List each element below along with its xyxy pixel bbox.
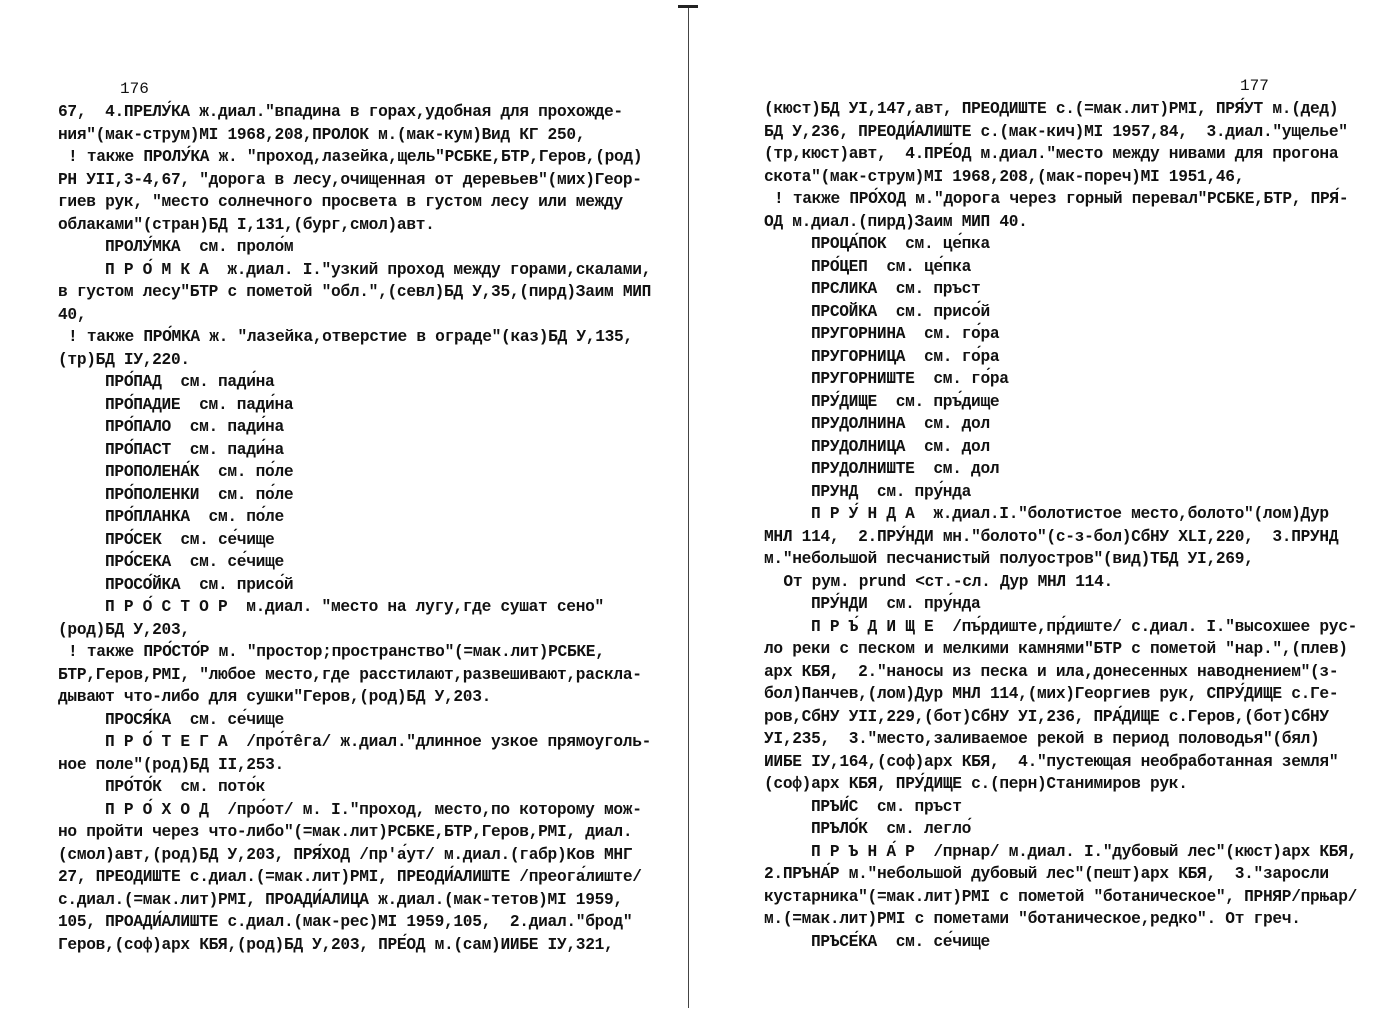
note-line: ! также ПРО́МКА ж. "лазейка,отверстие в ограде"(каз)БД У,135, (68, 328, 633, 346)
text-line: РН УII,3-4,67, "дорога в лесу,очищенная от деревьев"(мих)Геор- (58, 170, 642, 189)
page-number: 177 (1240, 77, 1269, 95)
text-line: БД У,236, ПРЕОДИ́АЛИШТЕ с.(мак-кич)МI 1957,84, 3.диал."ущелье" (764, 122, 1348, 141)
dictionary-entry-line: ПРЪИ́С см. пръст (811, 797, 962, 816)
dictionary-entry-line: ПРУ́НДИ см. пру́нда (811, 595, 981, 613)
dictionary-entry-line: П Р О́ С Т О Р м.диал. "место на лугу,где сушат сено" (105, 598, 604, 616)
dictionary-entry-line: ПРО́ЦЕП см. це́пка (811, 257, 972, 276)
text-line: Геров,(соф)арх КБЯ,(род)БД У,203, ПРЕ́ОД м.(сам)ИИБЕ IУ,321, (58, 935, 614, 954)
dictionary-entry-line: ПРУДОЛНИШТЕ см. дол (811, 460, 1000, 478)
text-line: м.(=мак.лит)РМI с пометами "ботаническое,редко". От греч. (764, 910, 1301, 928)
text-line: ло реки с песком и мелкими камнями"БТР с пометой "нар.",(плев) (764, 640, 1348, 658)
dictionary-entry-line: ПРЪЛО́К см. легло́ (811, 820, 972, 838)
note-line: ! также ПРО́СТО́Р м. "простор;пространство"(=мак.лит)РСБКЕ, (68, 643, 605, 661)
dictionary-entry-line: ПРУГОРНИЦА см. го́ра (811, 347, 1000, 366)
text-line: ров,СбНУ УII,229,(бот)СбНУ УI,236, ПРА́ДИЩЕ с.Геров,(бот)СбНУ (764, 707, 1329, 726)
dictionary-entry-line: ПРЪСЕ́КА см. се́чище (811, 932, 990, 951)
text-line: УI,235, 3."место,заливаемое рекой в период половодья"(бял) (764, 730, 1320, 748)
text-line: 2.ПРЪНА́Р м."небольшой дубовый лес"(пешт)арх КБЯ, 3."заросли (764, 865, 1329, 883)
text-line: ное поле"(род)БД II,253. (58, 755, 284, 774)
dictionary-entry-line: ПРУДОЛНИЦА см. дол (811, 437, 990, 456)
text-line: (род)БД У,203, (58, 620, 190, 639)
dictionary-entry-line: ПРУГОРНИНА см. го́ра (811, 325, 1000, 343)
text-line: кустарника"(=мак.лит)РМI с пометой "ботаническое", ПРНЯР/прњар/ (764, 887, 1358, 906)
text-line: (тр,кюст)авт, 4.ПРЕ́ОД м.диал."место между нивами для прогона (764, 145, 1339, 163)
dictionary-entry-line: ПРСЛИКА см. пръст (811, 280, 981, 298)
dictionary-entry-line: ПРОЛУ́МКА см. проло́м (105, 238, 294, 256)
dictionary-entry-line: ПРО́ПОЛЕНКИ см. по́ле (105, 485, 294, 504)
dictionary-entry-line: ПРО́СЕКА см. се́чище (105, 553, 284, 571)
dictionary-entry-line: П Р О́ Х О Д /про́от/ м. I."проход, место,по которому мож- (105, 800, 642, 819)
dictionary-entry-line: ПРО́ТО́К см. пото́к (105, 778, 266, 796)
note-line: От рум. prund <ст.-сл. Дур МНЛ 114. (774, 572, 1113, 591)
dictionary-entry-line: ПРУДОЛНИНА см. дол (811, 415, 990, 433)
text-line: скота"(мак-струм)МI 1968,208,(мак-пореч)МI 1951,46, (764, 167, 1245, 186)
text-line: 67, 4.ПРЕЛУ́КА ж.диал."впадина в горах,удобная для прохожде- (58, 103, 623, 121)
book-spine (688, 8, 689, 1008)
text-line: ИИБЕ IУ,164,(соф)арх КБЯ, 4."пустеющая необработанная земля" (764, 752, 1339, 771)
dictionary-entry-line: ПРОСЯ́КА см. се́чище (105, 710, 284, 729)
dictionary-entry-line: ПРУНД см. пру́нда (811, 482, 972, 501)
text-line: (смол)авт,(род)БД У,203, ПРЯ́ХОД /пр'а́ут/ м.диал.(габр)Ков МНГ (58, 845, 633, 864)
dictionary-entry-line: ПРО́ПАЛО см. пади́на (105, 418, 284, 436)
text-line: в густом лесу"БТР с пометой "обл.",(севл)БД У,35,(пирд)Заим МИП (58, 283, 652, 301)
text-line: ния"(мак-струм)МI 1968,208,ПРОЛОК м.(мак-кум)Вид КГ 250, (58, 125, 586, 144)
dictionary-entry-line: ПРО́ПЛАНКА см. по́ле (105, 508, 284, 526)
page-number: 176 (120, 80, 149, 98)
text-line: гиев рук, "место солнечного просвета в густом лесу или между (58, 193, 623, 211)
dictionary-entry-line: ПРО́ПАД см. пади́на (105, 373, 275, 391)
text-line: бол)Панчев,(лом)Дур МНЛ 114,(мих)Георгиев рук, СПРУ́ДИЩЕ с.Ге- (764, 685, 1339, 703)
dictionary-entry-line: ПРО́ПАДИЕ см. пади́на (105, 395, 294, 414)
text-line: БТР,Геров,РМI, "любое место,где расстилают,развешивают,раскла- (58, 665, 642, 684)
text-line: (тр)БД IУ,220. (58, 350, 190, 369)
text-line: МНЛ 114, 2.ПРУ́НДИ мн."болото"(с-з-бол)СбНУ XLI,220, 3.ПРУНД (764, 527, 1339, 546)
page-text (58, 101, 658, 956)
dictionary-entry-line: ПРОПОЛЕНА́К см. по́ле (105, 463, 294, 481)
dictionary-entry-line: ПРО́СЕК см. се́чище (105, 530, 275, 549)
text-line: облаками"(стран)БД I,131,(бург,смол)авт. (58, 215, 435, 234)
note-line: ! также ПРО́ХОД м."дорога через горный перевал"РСБКЕ,БТР, ПРЯ́- (774, 190, 1349, 208)
page-text (764, 98, 1364, 953)
dictionary-entry-line: ПРУ́ДИЩЕ см. пръ́дище (811, 392, 1000, 411)
text-line: 27, ПРЕОДИШТЕ с.диал.(=мак.лит)РМI, ПРЕОДИ́АЛИШТЕ /преога́лиште/ (58, 868, 642, 886)
dictionary-entry-line: ПРОСО́ЙКА см. присо́й (105, 575, 294, 594)
text-line: арх КБЯ, 2."наносы из песка и ила,донесенных наводнением"(з- (764, 662, 1339, 681)
dictionary-entry-line: П Р О́ М К А ж.диал. I."узкий проход между горами,скалами, (105, 260, 652, 279)
note-line: ! также ПРОЛУ́КА ж. "проход,лазейка,щель"РСБКЕ,БТР,Геров,(род) (68, 148, 643, 166)
text-line: м."небольшой песчанистый полуостров"(вид)ТБД УI,269, (764, 550, 1254, 568)
dictionary-entry-line: П Р О́ Т Е Г А /про́тêга/ ж.диал."длинное узкое прямоуголь- (105, 733, 652, 751)
dictionary-entry-line: ПРСОЙКА см. присо́й (811, 302, 990, 321)
text-line: 105, ПРОАДИ́АЛИШТЕ с.диал.(мак-рес)МI 1959,105, 2.диал."брод" (58, 913, 633, 931)
dictionary-entry-line: П Р Ъ Н А́ Р /прнар/ м.диал. I."дубовый лес"(кюст)арх КБЯ, (811, 842, 1358, 861)
text-line: (кюст)БД УI,147,авт, ПРЕОДИШТЕ с.(=мак.лит)РМI, ПРЯ́УТ м.(дед) (764, 100, 1339, 118)
text-line: но пройти через что-либо"(=мак.лит)РСБКЕ,БТР,Геров,РМI, диал. (58, 823, 633, 841)
text-line: с.диал.(=мак.лит)РМI, ПРОАДИ́АЛИЦА ж.диал.(мак-тетов)МI 1959, (58, 890, 623, 909)
text-line: (соф)арх КБЯ, ПРУ́ДИЩЕ с.(перн)Станимиров рук. (764, 775, 1188, 793)
dictionary-entry-line: ПРОЦА́ПОК см. це́пка (811, 235, 990, 253)
text-line: дывают что-либо для сушки"Геров,(род)БД У,203. (58, 688, 492, 706)
dictionary-entry-line: П Р У́ Н Д А ж.диал.I."болотистое место,болото"(лом)Дур (811, 505, 1329, 523)
dictionary-entry-line: П Р Ъ́ Д И Щ Е /пъ́рдиште,пр́диште/ с.диал. I."высохшее рус- (811, 617, 1358, 636)
text-line: 40, (58, 305, 87, 324)
dictionary-entry-line: ПРУГОРНИШТЕ см. го́ра (811, 370, 1009, 388)
dictionary-entry-line: ПРО́ПАСТ см. пади́на (105, 440, 284, 459)
text-line: ОД м.диал.(пирд)Заим МИП 40. (764, 212, 1028, 231)
